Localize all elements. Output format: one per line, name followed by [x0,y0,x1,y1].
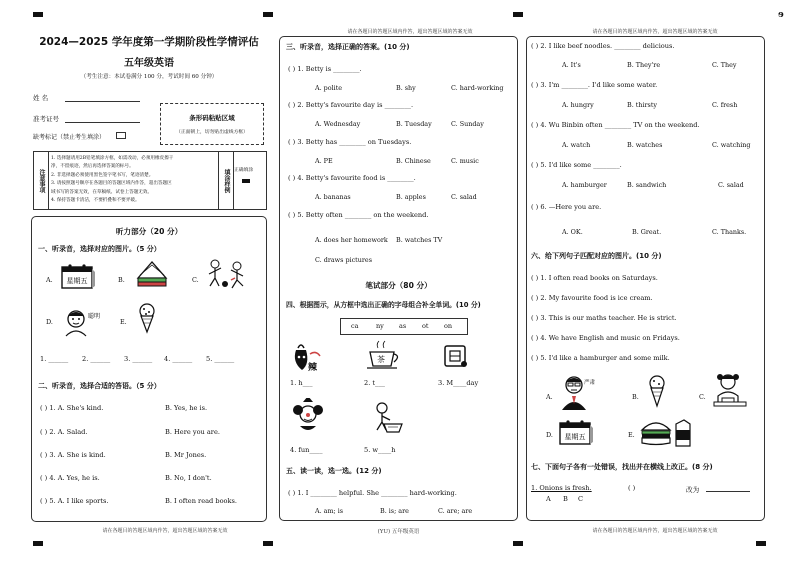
panel-note-top-right: 请在各题目的答题区域内作答，超出答题区域的答案无效 [592,29,718,35]
s3-item-5-opt-b: B. watches TV [396,236,443,244]
s5-item-5[interactable]: ( ) 5. I'd like some ________. [531,161,622,169]
middle-footer: (YU) 五年级英语 [377,529,420,535]
s3-item-2[interactable]: ( ) 2. Betty's favourite day is ________. [288,101,414,109]
s1-label-a: A. [46,276,53,284]
ice-cream-icon-2 [646,374,668,408]
s3-item-3[interactable]: ( ) 3. Betty has ________ on Tuesdays. [288,138,412,146]
strict-teacher-icon [558,372,598,412]
friday-calendar-icon [558,418,594,446]
s5-item-2-opt-a: A. It's [562,61,581,69]
s1-blank-3[interactable]: 3. ______ [124,355,153,363]
written-title: 笔试部分（80 分） [365,281,432,290]
monday-calendar-icon [442,342,468,370]
tea-label-text: 茶 [377,355,385,364]
page-title: 2024—2025 学年度第一学期阶段性学情评估 [39,36,259,48]
ice-cream-icon [136,302,158,334]
s5-item-2-opt-c: C. They [712,61,737,69]
s4-blank-2[interactable]: 2. t___ [364,379,385,387]
corner-mark: ɘ [778,10,784,20]
s4-blank-1[interactable]: 1. h___ [290,379,313,387]
sandwich-icon [134,258,170,290]
s5-item-1-opt-b: B. is; are [380,507,409,515]
s2-item-2-b: B. Here you are. [165,428,220,436]
s5-item-3[interactable]: ( ) 3. I'm ________. I'd like some water. [531,81,658,89]
exam-number-field[interactable] [65,122,140,123]
listening-title: 听力部分（20 分） [115,227,183,236]
s3-title: 三、听录音，选择正确的答案。(10 分) [286,43,410,51]
s3-item-5[interactable]: ( ) 5. Betty often ________ on the weekend. [288,211,429,219]
notice-lines: 1. 选择题请用2B铅笔填涂方框，如需改动，必须用橡皮擦干 净，不留痕迹，然后再选择答案的标号。 2. 非选择题必须使用黑色签字笔书写，笔迹清楚。 3. 请按照题号顺序在各题目的答题区域内作答，超出答题区 域书写的答案无效，在草稿纸、试卷上答题无效。 4. 保持答题卡清洁，不要折叠和不要弄破。 [51,156,174,204]
notice-label: 注意事项 [34,152,49,209]
s2-item-2[interactable]: ( ) 2. A. Salad. [40,428,88,436]
absence-checkbox[interactable] [116,132,126,139]
s7-item-1-paren[interactable]: ( ) [628,484,636,492]
s1-blank-5[interactable]: 5. ______ [206,355,235,363]
s2-title: 二、听录音，选择合适的答语。（5 分） [38,382,161,390]
s5-item-3-opt-c: C. fresh [712,101,738,109]
friday-calendar-text: 星期五 [564,433,586,441]
panel-note-top-middle: 请在各题目的答题区域内作答，超出答题区域的答案无效 [347,29,473,35]
s7-item-1-letter-c: C [578,495,584,503]
hamburger-milk-icon [638,416,696,448]
s1-label-b: B. [118,276,125,284]
s3-item-4-opt-b: B. apples [396,193,426,201]
s6-item-5[interactable]: ( ) 5. I'd like a hamburger and some milk. [531,354,670,362]
tea-cup-icon [364,340,404,372]
s3-item-3-opt-a: A. PE [315,157,333,165]
s7-item-1-fix-label: 改为 [686,486,700,494]
s6-label-d: D. [546,431,553,439]
spicy-icon [288,340,326,374]
s4-title: 四、根据图示，从方框中选出正确的字母组合补全单词。(10 分) [286,301,481,309]
name-label: 姓 名 [33,94,49,102]
s6-label-b: B. [632,393,639,401]
exam-note: （考生注意：本试卷满分 100 分，考试时间 60 分钟） [80,74,218,80]
absence-label: 缺考标记（禁止考生填涂） [33,134,106,141]
s3-item-3-opt-b: B. Chinese [396,157,431,165]
barcode-note: （正面朝上，切勿贴出虚线方框） [176,130,248,135]
barcode-area [160,103,264,145]
s4-box-item: as [399,322,407,330]
s2-item-3-b: B. Mr Jones. [165,451,207,459]
person-label-text: 聪明 [88,313,101,320]
s5-item-1-opt-a: A. am; is [315,507,344,515]
s7-item-1-letter-a: A [546,495,551,503]
washing-icon [366,400,406,436]
s2-item-4[interactable]: ( ) 4. A. Yes, he is. [40,474,100,482]
s6-label-c: C. [699,393,706,401]
fill-example-label: 填涂样例 [218,152,234,209]
s3-item-3-opt-c: C. music [451,157,479,165]
clown-icon [290,398,326,434]
reading-girl-icon [710,372,752,410]
s5-item-4-opt-a: A. watch [562,141,591,149]
s3-item-4-opt-a: A. bananas [315,193,351,201]
s4-word-box [340,318,468,335]
s4-blank-4[interactable]: 4. fun____ [290,446,323,454]
s7-item-1-letter-b: B [563,495,568,503]
s5-item-2-opt-b: B. They're [627,61,661,69]
s3-item-1-opt-b: B. shy [396,84,416,92]
s4-blank-5[interactable]: 5. w____h [364,446,396,454]
s2-item-1[interactable]: ( ) 1. A. She's kind. [40,404,104,412]
s5-item-3-opt-b: B. thirsty [627,101,657,109]
s2-item-4-b: B. No, I don't. [165,474,212,482]
s6-item-2[interactable]: ( ) 2. My favourite food is ice cream. [531,294,653,302]
s5-title: 五、读一读，选一选。(12 分) [286,467,382,475]
s5-item-6-opt-b: B. Great. [632,228,662,236]
barcode-label: 条形码粘贴区域 [189,114,235,122]
panel-note-bottom-left: 请在各题目的答题区域内作答，超出答题区域的答案无效 [102,528,228,534]
s3-item-2-opt-c: C. Sunday [451,120,484,128]
s5-item-6-opt-c: C. Thanks. [712,228,747,236]
s7-item-1: 1. Onions is fresh. [531,484,592,492]
s6-item-4[interactable]: ( ) 4. We have English and music on Fridays. [531,334,680,342]
s1-blank-1[interactable]: 1. ______ [40,355,69,363]
s5-item-6[interactable]: ( ) 6. —Here you are. [531,203,602,211]
s3-item-1[interactable]: ( ) 1. Betty is ________. [288,65,362,73]
s4-blank-3[interactable]: 3. M____day [438,379,479,387]
s5-item-1-opt-c: C. are; are [438,507,473,515]
teacher-label-text: 严肃 [584,380,596,386]
s5-item-4[interactable]: ( ) 4. Wu Binbin often ________ TV on the weekend. [531,121,700,129]
s7-item-1-answer-line[interactable] [706,491,750,492]
exam-number-label: 准考证号 [33,115,59,123]
s5-item-5-opt-a: A. hamburger [562,181,607,189]
s1-blank-2[interactable]: 2. ______ [82,355,111,363]
s7-title: 七、下面句子各有一处错误，找出并在横线上改正。(8 分) [531,463,713,471]
s6-label-a: A. [546,393,553,401]
s1-blank-4[interactable]: 4. ______ [164,355,193,363]
s3-item-4-opt-c: C. salad [451,193,477,201]
s2-item-3[interactable]: ( ) 3. A. She is kind. [40,451,106,459]
fill-correct-label: 正确填涂 [234,168,254,173]
s2-item-5[interactable]: ( ) 5. A. I like sports. [40,497,109,505]
s5-item-1[interactable]: ( ) 1. I ________ helpful. She ________ hard-working. [288,489,457,497]
s6-item-3[interactable]: ( ) 3. This is our maths teacher. He is strict. [531,314,677,322]
s1-label-d: D. [46,318,53,326]
notice-table [33,151,267,210]
s3-item-5-opt-a: A. does her homework [315,236,388,244]
s1-label-e: E. [120,318,127,326]
s5-item-5-opt-c: C. salad [718,181,744,189]
panel-note-bottom-right: 请在各题目的答题区域内作答，超出答题区域的答案无效 [592,528,718,534]
s1-label-c: C. [192,276,199,284]
s5-item-4-opt-c: C. watching [712,141,751,149]
s2-item-5-b: B. I often read books. [165,497,237,505]
s5-item-4-opt-b: B. watches [627,141,663,149]
s5-item-2[interactable]: ( ) 2. I like beef noodles. ________ delicious. [531,42,675,50]
s4-box-item: ca [351,322,359,330]
smart-person-icon [62,306,104,338]
spicy-label-text: 辣 [308,363,318,373]
s1-title: 一、听录音，选择对应的图片。（5 分） [38,245,161,253]
calendar-day-text: 星期五 [66,277,88,285]
fill-correct-mark [242,179,250,183]
s6-item-1[interactable]: ( ) 1. I often read books on Saturdays. [531,274,658,282]
page-subtitle: 五年级英语 [124,58,174,69]
calendar-icon [60,262,96,290]
s3-item-5-opt-c: C. draws pictures [315,256,372,264]
s4-box-item: on [444,322,453,330]
children-playing-icon [205,256,251,292]
s5-item-6-opt-a: A. OK. [562,228,583,236]
s3-item-2-opt-b: B. Tuesday [396,120,432,128]
s6-title: 六、给下列句子匹配对应的图片。(10 分) [531,252,662,260]
s4-box-item: ny [376,322,384,330]
s5-item-5-opt-b: B. sandwich [627,181,667,189]
s4-box-item: ot [422,322,429,330]
s5-item-3-opt-a: A. hungry [562,101,594,109]
name-field[interactable] [65,101,140,102]
s3-item-1-opt-a: A. polite [315,84,343,92]
s2-item-1-b: B. Yes, he is. [165,404,208,412]
s3-item-2-opt-a: A. Wednesday [315,120,361,128]
s3-item-1-opt-c: C. hard-working [451,84,504,92]
s3-item-4[interactable]: ( ) 4. Betty's favourite food is ________. [288,174,416,182]
s6-label-e: E. [628,431,635,439]
